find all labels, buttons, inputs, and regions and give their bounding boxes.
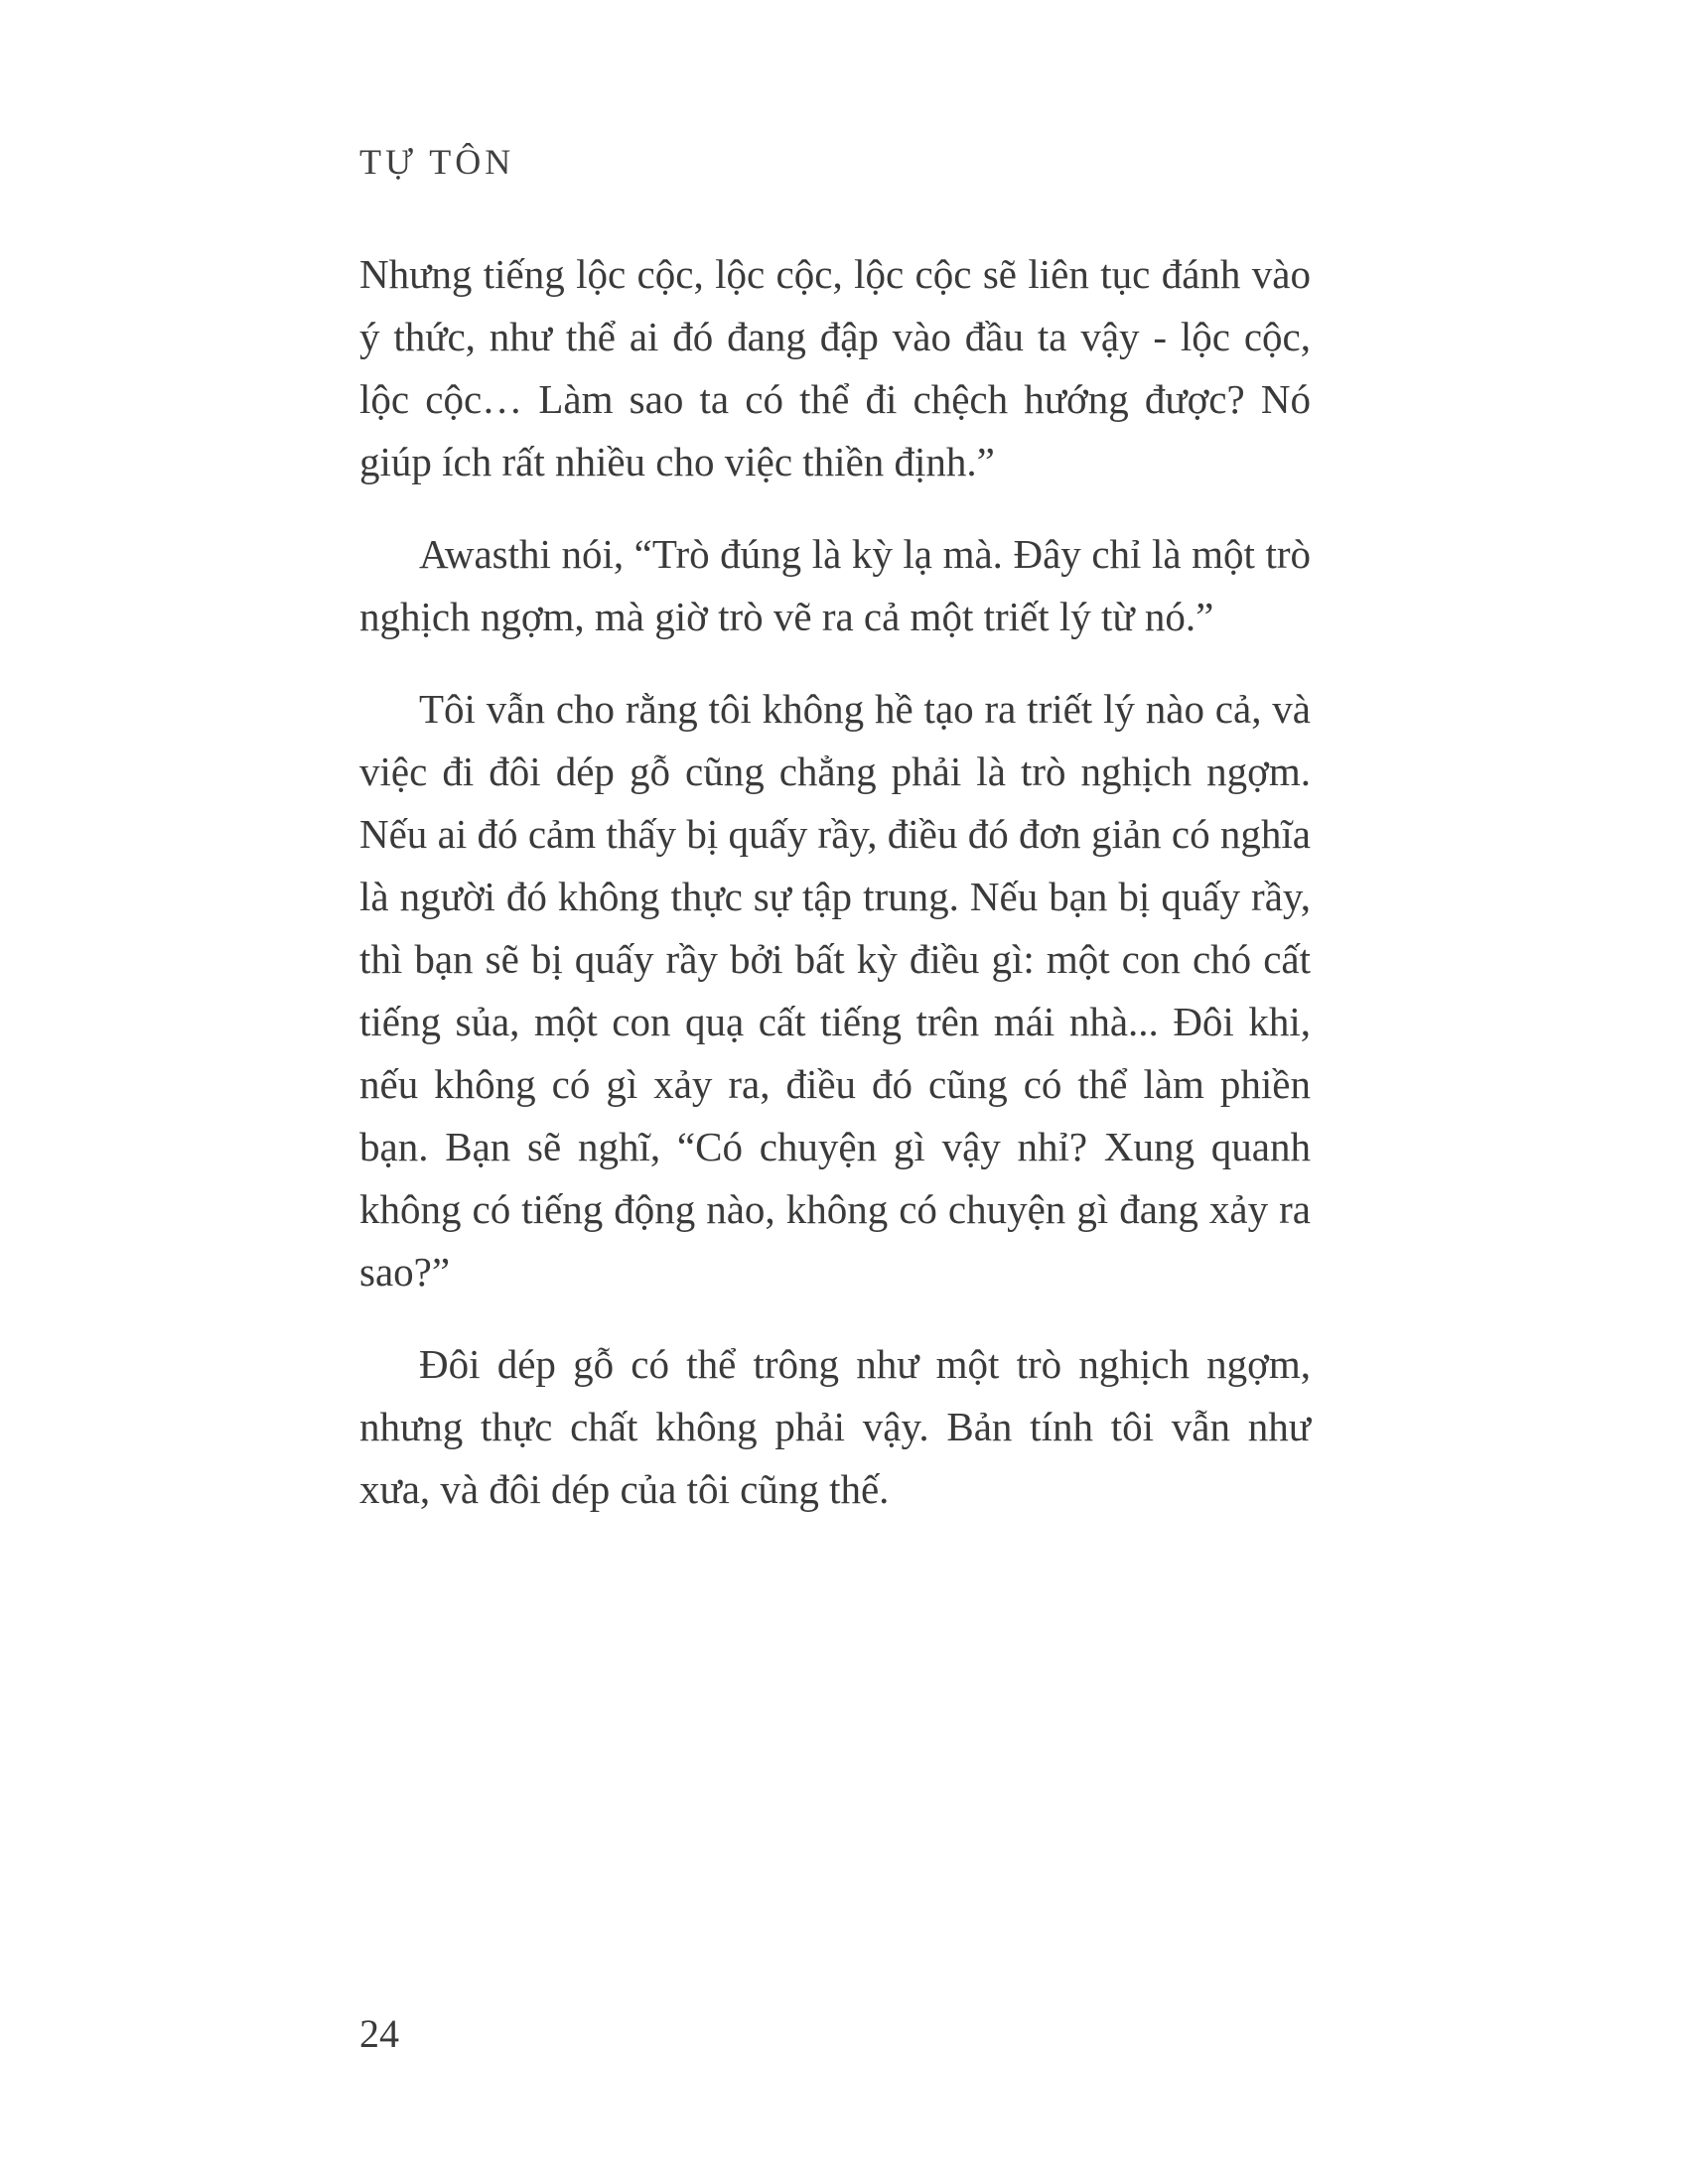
page-body bbox=[359, 243, 1311, 1551]
paragraph: Đôi dép gỗ có thể trông như một trò nghịch ngợm, nhưng thực chất không phải vậy. Bản tính tôi vẫn như xưa, và đôi dép của tôi cũng thế. bbox=[359, 1341, 1311, 1512]
page-number: 24 bbox=[359, 2011, 399, 2056]
paragraph: Awasthi nói, “Trò đúng là kỳ lạ mà. Đây chỉ là một trò nghịch ngợm, mà giờ trò vẽ ra cả một triết lý từ nó.” bbox=[359, 531, 1311, 639]
paragraph: Tôi vẫn cho rằng tôi không hề tạo ra triết lý nào cả, và việc đi đôi dép gỗ cũng chẳng phải là trò nghịch ngợm. Nếu ai đó cảm thấy bị quấy rầy, điều đó đơn giản có nghĩa là người đó không thực sự tập trung. Nếu bạn bị quấy rầy, thì bạn sẽ bị quấy rầy bởi bất kỳ điều gì: một con chó cất tiếng sủa, một con quạ cất tiếng trên mái nhà... Đôi khi, nếu không có gì xảy ra, điều đó cũng có thể làm phiền bạn. Bạn sẽ nghĩ, “Có chuyện gì vậy nhỉ? Xung quanh không có tiếng động nào, không có chuyện gì đang xảy ra sao?” bbox=[359, 686, 1311, 1295]
running-header: TỰ TÔN bbox=[359, 142, 515, 182]
paragraph: Nhưng tiếng lộc cộc, lộc cộc, lộc cộc sẽ liên tục đánh vào ý thức, như thể ai đó đang đập vào đầu ta vậy - lộc cộc, lộc cộc… Làm sao ta có thể đi chệch hướng được? Nó giúp ích rất nhiều cho việc thiền định.” bbox=[359, 251, 1311, 484]
